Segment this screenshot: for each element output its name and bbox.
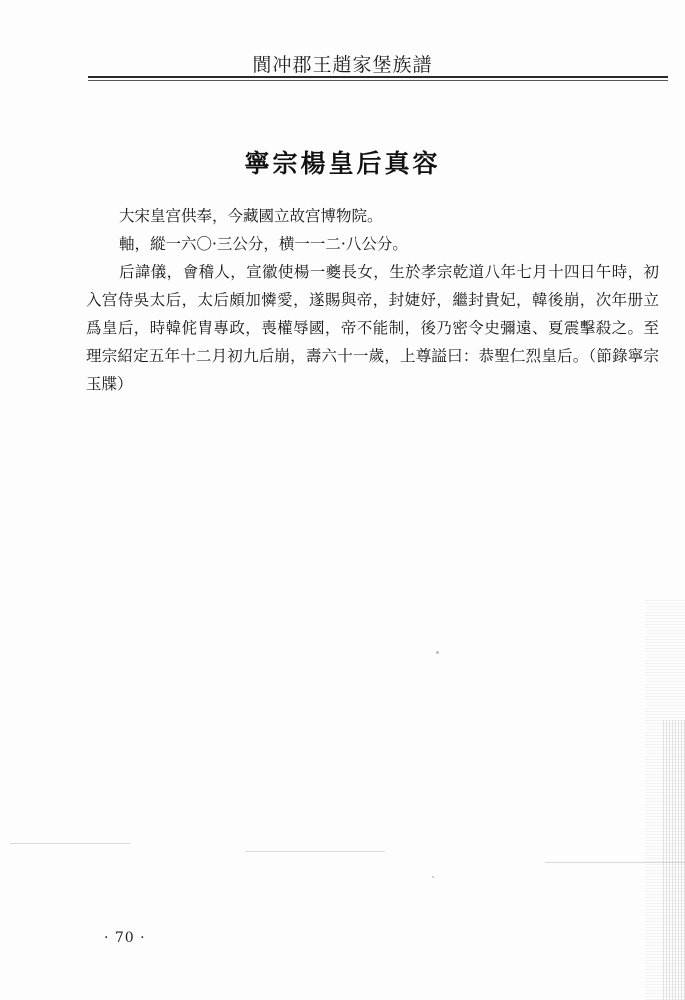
paragraph-biography: 后諱儀，會稽人，宣徽使楊一夔長女，生於孝宗乾道八年七月十四日午時，初入宫侍吳太后，太后頗加憐愛，遂賜與帝，封婕妤，繼封貴妃，韓後崩，次年册立爲皇后，時韓侂胄專政，喪權辱國，帝不能制，後乃密令史彌遠、夏震擊殺之。至理宗紹定五年十二月初九后崩，壽六十一歲，上尊謚曰：恭聖仁烈皇后。（節錄寧宗玉牒） (86, 263, 659, 393)
body-text (86, 202, 659, 398)
running-header-title: 閬冲郡王趙家堡族譜 (252, 54, 433, 76)
paragraph-dimensions: 軸，縱一六〇·三公分，横一一二·八公分。 (119, 235, 408, 253)
header-rule (88, 76, 668, 78)
page-number: · 70 · (104, 930, 146, 946)
scan-edge-noise (663, 720, 685, 1000)
header-rule-thin (88, 80, 668, 81)
scan-speck (436, 651, 439, 654)
scan-speck (432, 876, 434, 878)
scan-artifact-line (245, 851, 385, 852)
section-title: 寧宗楊皇后真容 (244, 149, 441, 178)
paragraph-provenance: 大宋皇宫供奉，今藏國立故宫博物院。 (119, 207, 383, 225)
scan-artifact-line (10, 843, 130, 844)
